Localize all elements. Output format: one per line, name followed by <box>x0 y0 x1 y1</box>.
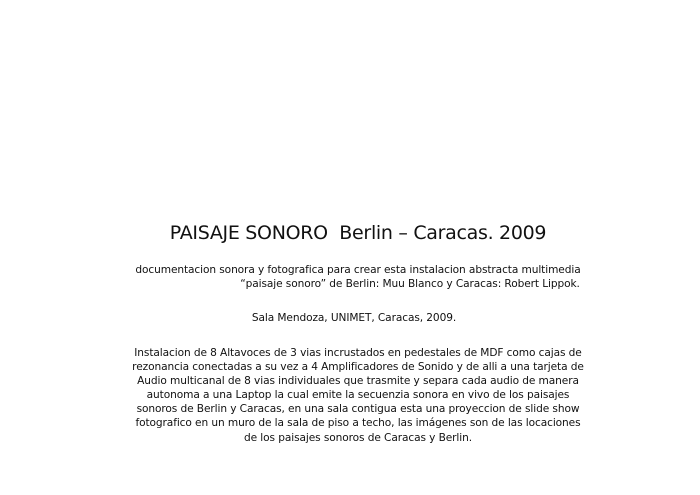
description-line: Instalacion de 8 Altavoces de 3 vias incrustados en pedestales de MDF como cajas de <box>134 347 582 359</box>
description-line: Audio multicanal de 8 vias individuales que trasmite y separa cada audio de manera <box>137 375 579 388</box>
subtitle-line: “paisaje sonoro” de Berlin: Muu Blanco y Caracas: Robert Lippok. <box>240 278 580 290</box>
description-line: autonoma a una Laptop la cual emite la secuenzia sonora en vivo de los paisajes <box>146 389 570 402</box>
description-line: sonoros de Berlin y Caracas, en una sala contigua esta una proyeccion de slide show <box>136 403 580 416</box>
subtitle-block <box>0 263 700 291</box>
description-line: rezonancia conectadas a su vez a 4 Amplificadores de Sonido y de alli a una tarjeta de <box>132 361 584 374</box>
description-line: fotografico en un muro de la sala de piso a techo, las imágenes son de las locaciones <box>135 417 581 430</box>
description-paragraph <box>0 346 700 445</box>
subtitle-line: documentacion sonora y fotografica para crear esta instalacion abstracta multimedia <box>135 264 581 276</box>
page-title: PAISAJE SONORO Berlin – Caracas. 2009 <box>169 222 547 244</box>
description-line: de los paisajes sonoros de Caracas y Berlin. <box>243 431 473 444</box>
venue-line: Sala Mendoza, UNIMET, Caracas, 2009. <box>251 312 457 324</box>
